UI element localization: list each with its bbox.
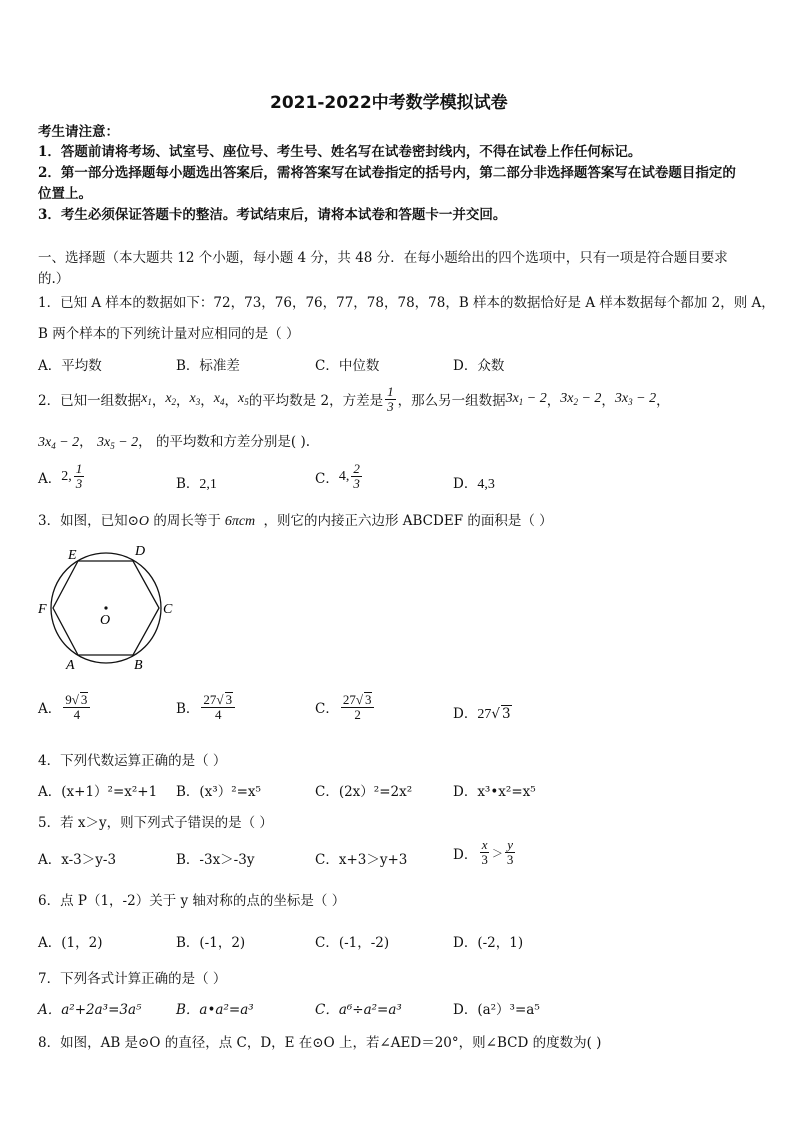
q4-option-c[interactable]: C．(2x）²=2x² <box>315 784 413 800</box>
q6-stem: 6．点 P（1，-2）关于 y 轴对称的点的坐标是（ ） <box>38 893 346 909</box>
notice-heading: 考生请注意： <box>38 124 119 140</box>
q2-x5: $x_5$ <box>237 391 249 407</box>
q2-prefix: 2．已知一组数据 <box>38 393 142 409</box>
q2-expr-4: $3x_4 - 2$ <box>38 435 80 451</box>
q6-option-d[interactable]: D．(-2，1) <box>453 935 524 951</box>
label-o: O <box>100 613 111 628</box>
q2-sep: ， <box>224 393 238 409</box>
label-b: B <box>134 658 143 673</box>
q5-stem: 5．若 x＞y，则下列式子错误的是（ ） <box>38 815 273 831</box>
section-heading-line-1: 一、选择题（本大题共 12 个小题，每小题 4 分，共 48 分．在每小题给出的四个选项中，只有一项是符合题目要求 <box>38 250 728 266</box>
q5-option-a[interactable]: A．x-3＞y-3 <box>38 852 117 868</box>
q5-option-d-left-fraction: $\frac{x}{3}$ <box>481 837 488 867</box>
q4-stem: 4．下列代数运算正确的是（ ） <box>38 753 227 769</box>
q5-option-d[interactable]: D． $\frac{x}{3}$ ＞ $\frac{y}{3}$ <box>453 837 514 867</box>
q2-expr-2: $3x_2 - 2$ <box>560 391 602 407</box>
q2-stem-line-2 <box>38 430 310 451</box>
q6-option-a[interactable]: A．(1，2) <box>38 935 103 951</box>
center-point-o <box>104 606 107 609</box>
q3-option-a[interactable]: A． $\frac{9√ 3}{4}$ <box>38 692 92 722</box>
q1-option-b[interactable]: B．标准差 <box>176 358 240 374</box>
notice-line-2: 2．第一部分选择题每小题选出答案后，需将答案写在试卷指定的括号内，第二部分非选择题答案写在试卷题目指定的 <box>38 165 736 181</box>
q8-stem: 8．如图，AB 是⊙O 的直径，点 C，D，E 在⊙O 上，若∠AED＝20°，则∠BCD 的度数为( ) <box>38 1035 602 1051</box>
q1-option-a[interactable]: A．平均数 <box>38 358 102 374</box>
q2-option-c-fraction: $\frac{2}{3}$ <box>353 461 360 491</box>
q6-option-b[interactable]: B．(-1，2) <box>176 935 246 951</box>
notice-line-1: 1．答题前请将考场、试室号、座位号、考生号、姓名写在试卷密封线内，不得在试卷上作任何标记。 <box>38 144 642 160</box>
q1-stem-line-1: 1．已知 A 样本的数据如下：72，73，76，76，77，78，78，78，B 样本的数据恰好是 A 样本数据每个都加 2，则 A， <box>38 295 775 311</box>
q2-sep: ， <box>601 393 615 409</box>
q2-option-d[interactable]: D．4,3 <box>453 476 495 492</box>
q2-option-a-fraction: $\frac{1}{3}$ <box>75 461 83 491</box>
q2-mid: 的平均数是 2，方差是 <box>248 393 384 409</box>
notice-line-3: 位置上。 <box>38 186 92 202</box>
q3-hexagon-figure <box>34 538 184 678</box>
notice-line-4: 3．考生必须保证答题卡的整洁。考试结束后，请将本试卷和答题卡一并交回。 <box>38 207 507 223</box>
q2-sep: ， <box>200 393 214 409</box>
q4-option-d[interactable]: D．x³•x²=x⁵ <box>453 784 536 800</box>
q3-option-b[interactable]: B． $\frac{27√ 3}{4}$ <box>176 692 237 722</box>
q2-option-b[interactable]: B．2,1 <box>176 476 217 492</box>
page-title: 2021-2022中考数学模拟试卷 <box>270 93 508 113</box>
q6-option-c[interactable]: C．(-1，-2) <box>315 935 390 951</box>
q2-sep: ， <box>79 434 93 450</box>
section-heading-line-2: 的.） <box>38 271 70 287</box>
q7-option-d[interactable]: D．(a²）³=a⁵ <box>453 1002 540 1018</box>
q2-x4: $x_4$ <box>213 391 225 407</box>
q2-x2: $x_2$ <box>165 391 177 407</box>
q2-tail: 的平均数和方差分别是( ). <box>155 434 311 450</box>
q3-option-d[interactable]: D．27√ 3 <box>453 706 511 722</box>
q1-option-d[interactable]: D．众数 <box>453 358 505 374</box>
q1-stem-line-2: B 两个样本的下列统计量对应相同的是（ ） <box>38 326 300 342</box>
q3-stem: 3．如图，已知⊙O 的周长等于 6πcm ，则它的内接正六边形 ABCDEF 的面积是（ ） <box>38 513 553 529</box>
q4-option-b[interactable]: B．(x³）²=x⁵ <box>176 784 261 800</box>
q2-sep: ， <box>138 434 152 450</box>
q2-expr-3: $3x_3 - 2$ <box>614 391 657 407</box>
q5-option-b[interactable]: B．-3x＞-3y <box>176 852 255 868</box>
q1-option-c[interactable]: C．中位数 <box>315 358 380 374</box>
q2-sep: ， <box>176 393 190 409</box>
q2-sep: ， <box>546 393 561 409</box>
label-f: F <box>38 602 47 617</box>
q7-option-b[interactable]: B．a•a²=a³ <box>176 1002 254 1018</box>
label-d: D <box>135 544 146 559</box>
q2-expr-1: $3x_1 - 2$ <box>505 391 547 407</box>
q7-option-c[interactable]: C．a⁶÷a²=a³ <box>315 1002 402 1018</box>
q2-expr-5: $3x_5 - 2$ <box>96 435 139 451</box>
q7-stem: 7．下列各式计算正确的是（ ） <box>38 971 227 987</box>
q2-option-a[interactable]: A． 2, $\frac{1}{3}$ <box>38 461 83 491</box>
label-a: A <box>66 658 75 673</box>
q2-stem-line-1 <box>38 382 670 416</box>
q2-sep: ， <box>656 393 670 409</box>
q2-variance-fraction: $\frac{1}{3}$ <box>387 383 394 414</box>
q5-option-c[interactable]: C．x+3＞y+3 <box>315 852 408 868</box>
q2-x3: $x_3$ <box>189 391 201 407</box>
q3-option-c-fraction: $\frac{27√ 3}{2}$ <box>341 692 375 722</box>
q7-option-a[interactable]: A．a²+2a³=3a⁵ <box>38 1002 142 1018</box>
q2-sep: ， <box>151 393 166 409</box>
q3-option-c[interactable]: C． $\frac{27√ 3}{2}$ <box>315 692 376 722</box>
q3-option-a-fraction: $\frac{9√ 3}{4}$ <box>63 692 90 722</box>
q3-option-b-fraction: $\frac{27√ 3}{4}$ <box>201 692 235 722</box>
q2-x1: $x_1$ <box>141 391 152 407</box>
label-c: C <box>163 602 173 617</box>
q2-option-c[interactable]: C． 4, $\frac{2}{3}$ <box>315 461 360 491</box>
q5-option-d-right-fraction: $\frac{y}{3}$ <box>506 837 514 867</box>
label-e: E <box>68 548 77 563</box>
q2-after: ，那么另一组数据 <box>397 393 506 409</box>
q4-option-a[interactable]: A．(x+1）²=x²+1 <box>38 784 158 800</box>
